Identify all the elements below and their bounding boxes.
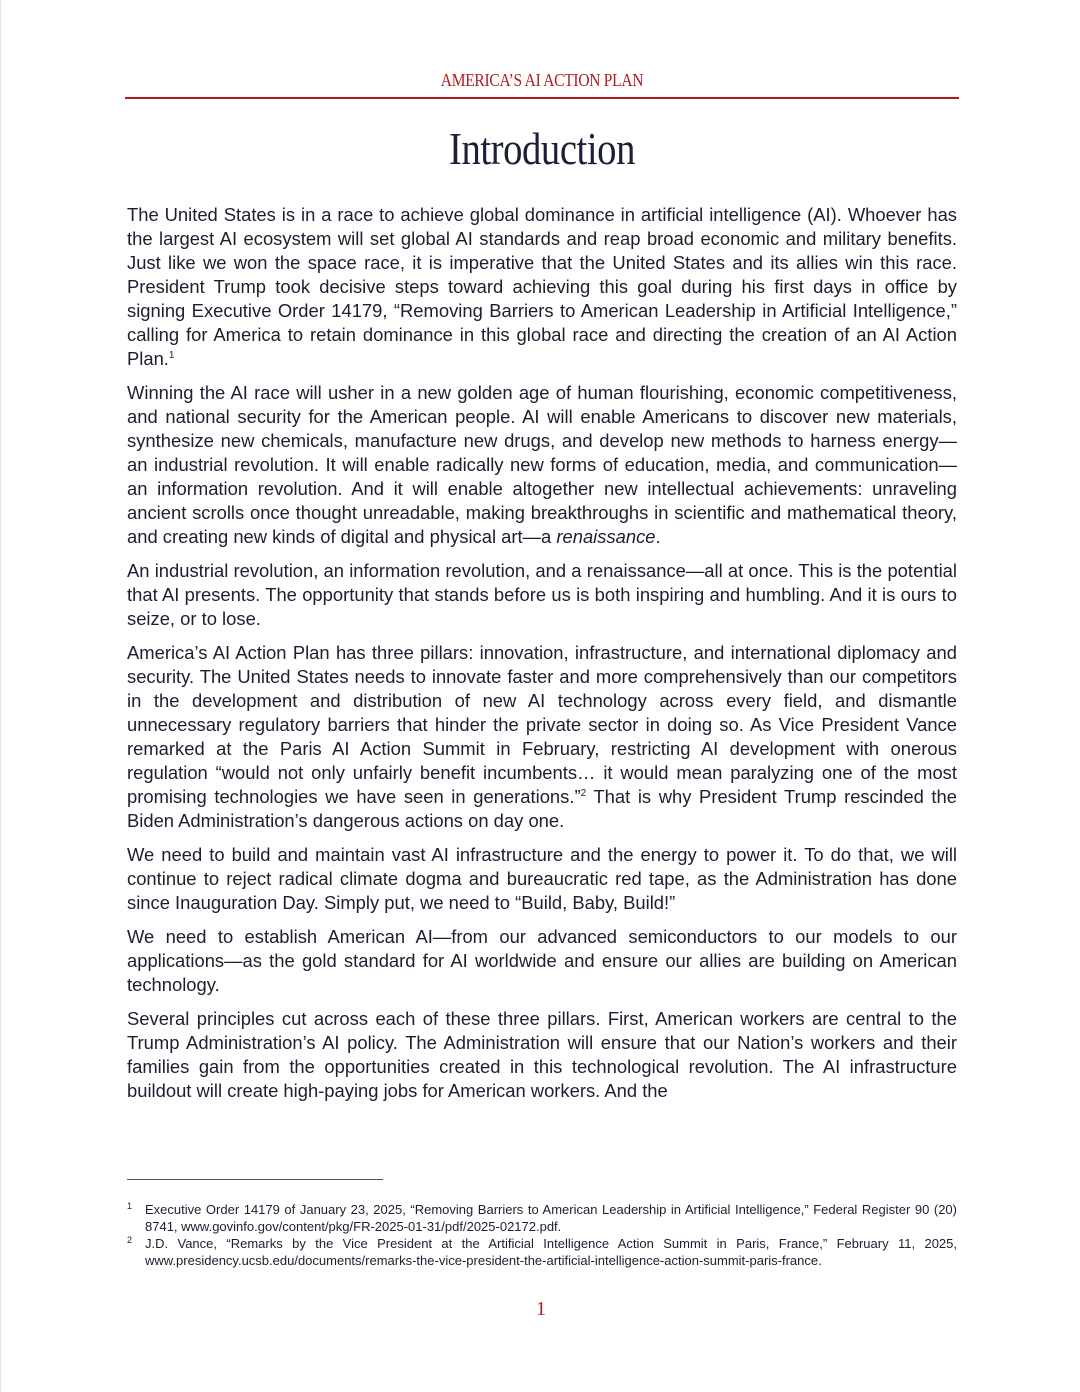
paragraph-text: Winning the AI race will usher in a new golden age of human flourishing, economic competitiveness, and national security for the American people. AI will enable Americans to discover new materials, synthesize new chemicals, manufacture new drugs, and develop new methods to harness energy—an industrial revolution. It will enable radically new forms of education, media, and communication—an information revolution. And it will enable altogether new intellectual achievements: unraveling ancient scrolls once thought unreadable, making breakthroughs in scientific and mathematical theory, and creating new kinds of digital and physical art—a [127,382,957,547]
footnote-text: Executive Order 14179 of January 23, 2025, “Removing Barriers to American Leadership in Artificial Intelligence,” Federal Register 90 (20) 8741, www.govinfo.gov/content/pkg/FR-2025-01-31/pdf/2025-02172.pdf. [145,1202,957,1234]
paragraph-3: An industrial revolution, an information revolution, and a renaissance—all at once. This is the potential that AI presents. The opportunity that stands before us is both inspiring and humbling. And it is ours to seize, or to lose. [127,560,957,629]
footnote-ref[interactable]: 1 [168,350,175,361]
paragraph-1 [127,203,957,371]
footnote-number: 2 [127,1235,133,1245]
footnote-2 [127,1235,957,1269]
emphasis-text: renaissance [556,526,656,547]
page-number: 1 [536,1298,546,1320]
running-header: AMERICA’S AI ACTION PLAN [440,70,644,90]
paragraph-5: We need to build and maintain vast AI infrastructure and the energy to power it. To do that, we will continue to reject radical climate dogma and bureaucratic red tape, as the Administration has done since Inauguration Day. Simply put, we need to “Build, Baby, Build!” [127,844,957,913]
paragraph-text: . [655,526,661,547]
footnote-divider [127,1179,383,1180]
footnote-text: J.D. Vance, “Remarks by the Vice President at the Artificial Intelligence Action Summit in Paris, France,” February 11, 2025, www.presidency.ucsb.edu/documents/remarks-the-vice-president-the-artificial-intelligence-action-summit-paris-france. [145,1236,957,1268]
paragraph-4 [127,641,957,833]
page-title: Introduction [449,123,635,174]
paragraph-6: We need to establish American AI—from our advanced semiconductors to our models to our applications—as the gold standard for AI worldwide and ensure our allies are building on American technology. [127,926,957,995]
paragraph-text: America’s AI Action Plan has three pillars: innovation, infrastructure, and international diplomacy and security. The United States needs to innovate faster and more comprehensively than our competitors in the development and distribution of new AI technology across every field, and dismantle unnecessary regulatory barriers that hinder the private sector in doing so. As Vice President Vance remarked at the Paris AI Action Summit in February, restricting AI development with onerous regulation “would not only unfairly benefit incumbents… it would mean paralyzing one of the most promising technologies we have seen in generations.” [127,642,957,807]
footnotes [127,1201,957,1269]
body-text [127,203,957,1113]
paragraph-2 [127,381,957,549]
header-rule [125,97,959,99]
paragraph-text: That is why President Trump rescinded the Biden Administration’s dangerous actions on day one. [127,786,958,831]
footnote-number: 1 [127,1201,133,1211]
footnote-ref[interactable]: 2 [580,788,587,799]
paragraph-7: Several principles cut across each of these three pillars. First, American workers are central to the Trump Administration’s AI policy. The Administration will ensure that our Nation’s workers and their families gain from the opportunities created in this technological revolution. The AI infrastructure buildout will create high-paying jobs for American workers. And the [127,1008,957,1101]
footnote-1 [127,1201,957,1235]
paragraph-text: The United States is in a race to achieve global dominance in artificial intelligence (AI). Whoever has the largest AI ecosystem will set global AI standards and reap broad economic and military benefits. Just like we won the space race, it is imperative that the United States and its allies win this race. President Trump took decisive steps toward achieving this goal during his first days in office by signing Executive Order 14179, “Removing Barriers to American Leadership in Artificial Intelligence,” calling for America to retain dominance in this global race and directing the creation of an AI Action Plan. [127,204,957,369]
